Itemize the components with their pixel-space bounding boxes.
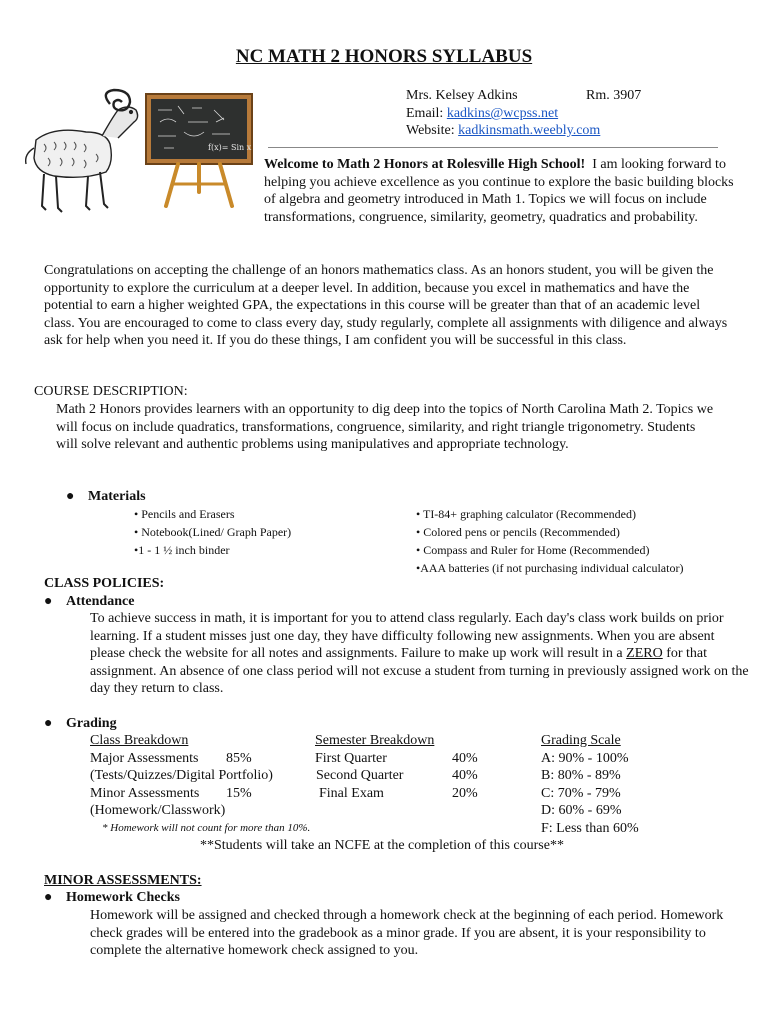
chalkboard-illustration [144, 92, 256, 208]
email-label: Email: [406, 106, 444, 121]
semester-breakdown-label: First Quarter [315, 751, 387, 766]
list-item: • Pencils and Erasers [134, 507, 235, 521]
email-row [406, 105, 558, 123]
teacher-name: Mrs. Kelsey Adkins [406, 88, 518, 103]
website-label: Website: [406, 123, 455, 138]
bullet-icon: ● [44, 716, 53, 731]
zero-emphasis: ZERO [626, 646, 663, 662]
email-link[interactable]: kadkins@wcpss.net [446, 106, 559, 121]
bullet-icon: ● [66, 489, 75, 504]
header-divider [268, 147, 718, 148]
ram-illustration [14, 88, 144, 220]
materials-right-list [416, 505, 756, 577]
list-item: • Compass and Ruler for Home (Recommended) [416, 543, 650, 557]
class-policies-heading: CLASS POLICIES: [44, 576, 165, 591]
bullet-icon: ● [44, 890, 53, 905]
class-breakdown-heading: Class Breakdown [90, 733, 189, 748]
class-breakdown-value: 85% [226, 751, 252, 766]
ncfe-note: **Students will take an NCFE at the completion of this course** [200, 838, 564, 853]
attendance-text-2: for that assignment. An absence of one class period will not excuse a student from turning in previously assigned work on the day they return to class. [90, 646, 749, 697]
list-item: • Colored pens or pencils (Recommended) [416, 525, 620, 539]
list-item: •1 - 1 ½ inch binder [134, 543, 230, 557]
class-breakdown-value: 15% [226, 786, 252, 801]
class-breakdown-label: Major Assessments [90, 751, 199, 766]
materials-heading-row [66, 488, 146, 506]
intro-paragraph: Congratulations on accepting the challenge of an honors mathematics class. As an honors student, you will be given the opportunity to explore the curriculum at a deeper level. In addition, because you excel in mathematics and have the potential to earn a higher weighted GPA, the expectations in this course will be greater than that of an academic level class. You are encouraged to come to class every day, study regularly, complete all assignments with diligence and always ask for help when you need it. If you do these things, I am confident you will be successful in this class. [44, 263, 728, 349]
semester-breakdown-value: 40% [452, 751, 478, 766]
bullet-icon: ● [44, 594, 53, 609]
grading-scale-row: C: 70% - 79% [541, 786, 621, 801]
homework-note: * Homework will not count for more than 10%. [102, 822, 311, 834]
list-item: • Notebook(Lined/ Graph Paper) [134, 525, 292, 539]
semester-breakdown-label: Second Quarter [316, 768, 404, 783]
attendance-heading: Attendance [66, 594, 135, 609]
class-breakdown-label: Minor Assessments [90, 786, 200, 801]
website-link[interactable]: kadkinsmath.weebly.com [458, 123, 601, 138]
grading-scale-row: D: 60% - 69% [541, 803, 622, 818]
grading-scale-heading: Grading Scale [541, 733, 621, 748]
attendance-text-1: To achieve success in math, it is important for you to attend class regularly. Each day's class work builds on prior learning. If a student misses just one day, they have difficulty following new assignments. When you are absent please check the website for all notes and assignments. Failure to make up work will result in a [90, 611, 724, 662]
welcome-body: I am looking forward to helping you achieve excellence as you continue to explore the basic building blocks of algebra and geometry introduced in Math 1. Topics we will focus on include transformations, congruence, similarity, geometry, quadratics and probability. [264, 157, 734, 225]
homework-checks-heading: Homework Checks [66, 890, 180, 905]
course-description-body: Math 2 Honors provides learners with an opportunity to dig deep into the topics of North Carolina Math 2. Topics we will focus on include quadratics, transformations, congruence, similarity, and right triangle trigonometry. Students will solve relevant and authentic problems using manipulatives and appropriate technology. [56, 402, 714, 453]
grading-heading: Grading [66, 716, 117, 731]
list-item: • TI-84+ graphing calculator (Recommended) [416, 507, 637, 521]
semester-breakdown-heading: Semester Breakdown [315, 733, 435, 748]
minor-assessments-heading: MINOR ASSESSMENTS: [44, 873, 202, 888]
grading-scale-row: B: 80% - 89% [541, 768, 621, 783]
semester-breakdown-value: 20% [452, 786, 478, 801]
website-row [406, 122, 600, 140]
class-breakdown-label: (Tests/Quizzes/Digital Portfolio) [90, 768, 273, 783]
grading-scale-row: A: 90% - 100% [541, 751, 629, 766]
attendance-heading-row [44, 593, 134, 611]
welcome-heading: Welcome to Math 2 Honors at Rolesville High School! [264, 157, 586, 172]
welcome-paragraph [264, 156, 744, 226]
materials-heading: Materials [88, 489, 146, 504]
semester-breakdown-label: Final Exam [319, 786, 384, 801]
list-item: •AAA batteries (if not purchasing individual calculator) [416, 561, 684, 575]
room-number: Rm. 3907 [586, 88, 642, 103]
class-breakdown-label: (Homework/Classwork) [90, 803, 226, 818]
course-description-heading: COURSE DESCRIPTION: [34, 384, 188, 399]
attendance-body [90, 610, 750, 698]
chalkboard-formula: f(x)= Sin x [208, 143, 252, 152]
homework-checks-body: Homework will be assigned and checked through a homework check at the beginning of each period. Homework check grades will be entered into the gradebook as a minor grade. If you are absent, it is your responsibility to complete the alternative homework check assigned to you. [90, 908, 724, 959]
grading-scale-row: F: Less than 60% [541, 821, 639, 836]
semester-breakdown-value: 40% [452, 768, 478, 783]
grading-heading-row [44, 715, 117, 733]
page-title: NC MATH 2 HONORS SYLLABUS [235, 46, 533, 67]
materials-left-list [134, 505, 404, 559]
homework-checks-heading-row [44, 889, 180, 907]
